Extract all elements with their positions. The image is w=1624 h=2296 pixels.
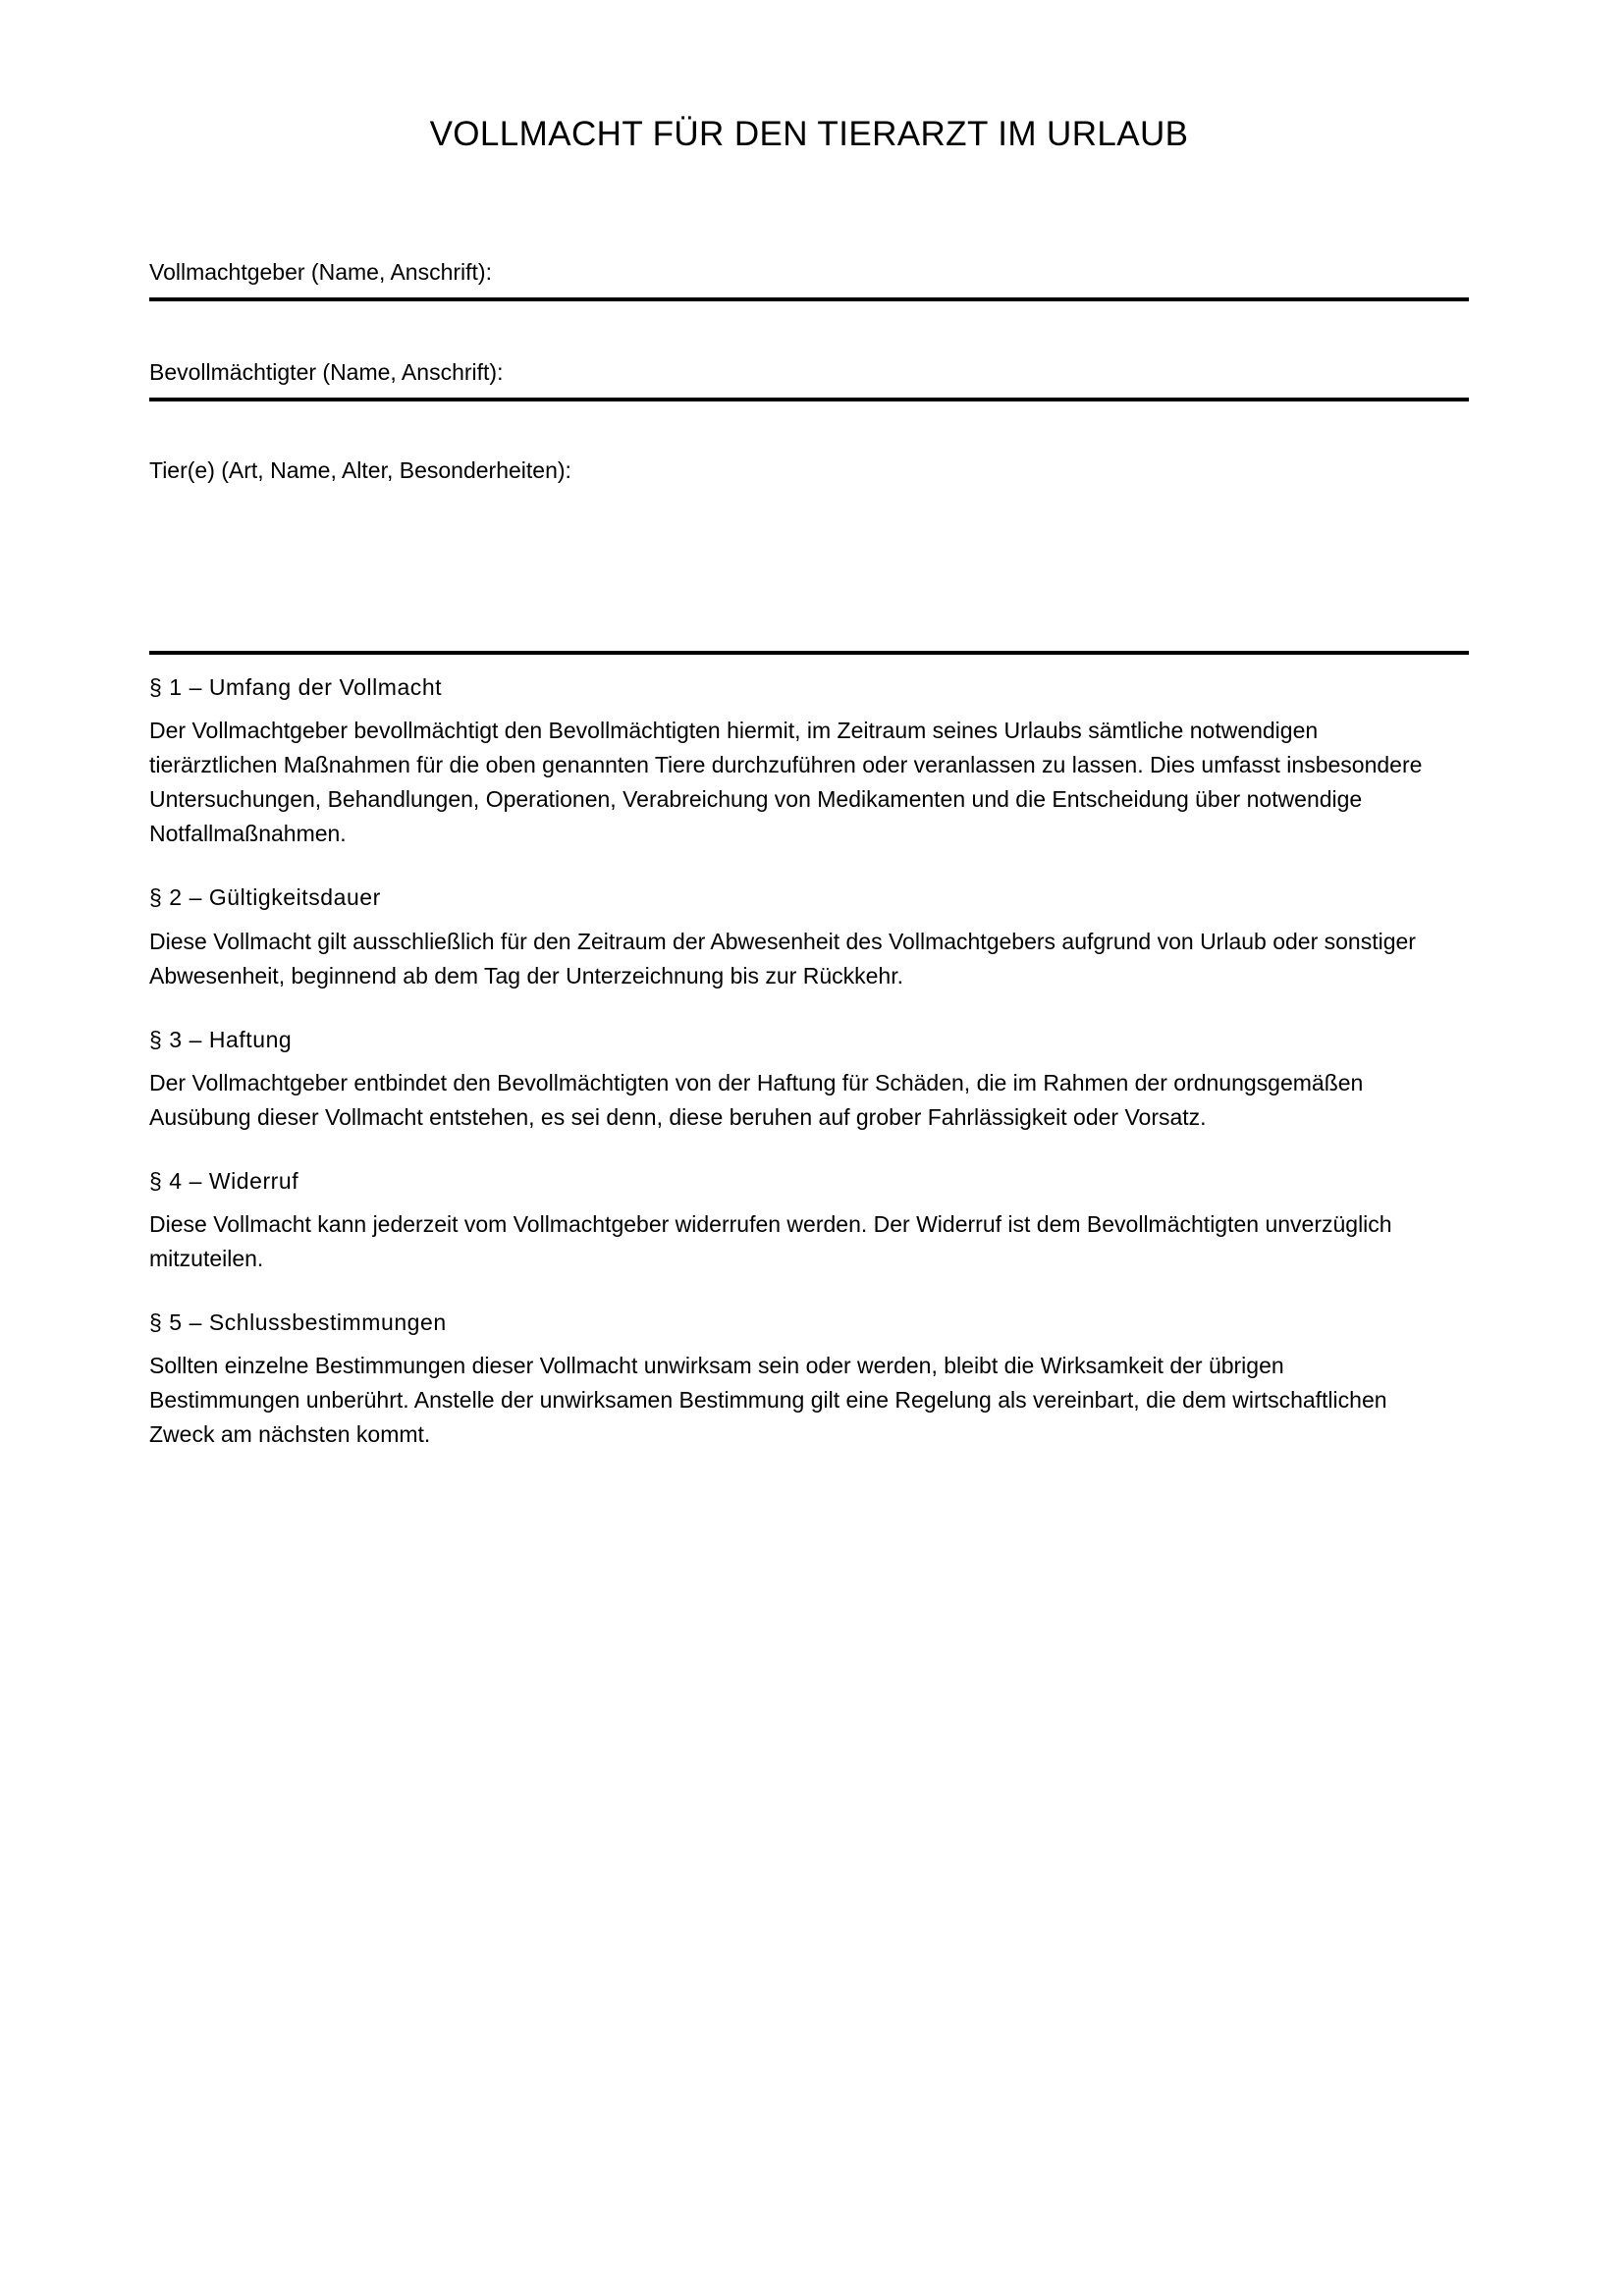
section-body-2: Diese Vollmacht gilt ausschließlich für den Zeitraum der Abwesenheit des Vollmachtgebers aufgrund von Urlaub oder sonstiger Abwesenheit, beginnend ab dem Tag der Unterzeichnung bis zur Rückkehr. <box>149 928 1416 988</box>
field-writing-area-tiere[interactable] <box>149 496 1469 629</box>
section-3 <box>149 1024 1469 1135</box>
section-heading-3: § 3 – Haftung <box>149 1026 293 1052</box>
section-2 <box>149 881 1469 992</box>
field-vollmachtgeber[interactable] <box>149 257 1469 301</box>
section-body-3: Der Vollmachtgeber entbindet den Bevollmächtigten von der Haftung für Schäden, die im Rahmen der ordnungsgemäßen Ausübung dieser Vollmacht entstehen, es sei denn, diese beruhen auf grober Fahrlässigkeit oder Vorsatz. <box>149 1069 1364 1130</box>
form-fields-block <box>149 257 1469 655</box>
section-body-5: Sollten einzelne Bestimmungen dieser Vollmacht unwirksam sein oder werden, bleibt die Wirksamkeit der übrigen Bestimmungen unberührt. Anstelle der unwirksamen Bestimmung gilt eine Regelung als vereinbart, die dem wirtschaftlichen Zweck am nächsten kommt. <box>149 1353 1387 1448</box>
section-5 <box>149 1307 1469 1452</box>
field-rule-vollmachtgeber <box>149 297 1469 301</box>
section-1 <box>149 671 1469 851</box>
document-content <box>149 0 1469 1452</box>
field-rule-bevollmaechtigter <box>149 398 1469 401</box>
section-4 <box>149 1165 1469 1276</box>
field-label-bevollmaechtigter: Bevollmächtigter (Name, Anschrift): <box>149 359 504 386</box>
section-heading-5: § 5 – Schlussbestimmungen <box>149 1309 447 1336</box>
field-label-tiere: Tier(e) (Art, Name, Alter, Besonderheiten): <box>149 457 571 484</box>
field-label-vollmachtgeber: Vollmachtgeber (Name, Anschrift): <box>149 259 492 285</box>
section-heading-1: § 1 – Umfang der Vollmacht <box>149 674 443 701</box>
section-body-4: Diese Vollmacht kann jederzeit vom Vollmachtgeber widerrufen werden. Der Widerruf ist dem Bevollmächtigten unverzüglich mitzuteilen. <box>149 1211 1392 1272</box>
page-title: VOLLMACHT FÜR DEN TIERARZT IM URLAUB <box>429 115 1189 153</box>
sections-divider <box>149 651 1469 655</box>
section-heading-4: § 4 – Widerruf <box>149 1167 299 1194</box>
field-bevollmaechtigter[interactable] <box>149 357 1469 401</box>
section-heading-2: § 2 – Gültigkeitsdauer <box>149 884 381 911</box>
section-body-1: Der Vollmachtgeber bevollmächtigt den Bevollmächtigten hiermit, im Zeitraum seines Urlaubs sämtliche notwendigen tierärztlichen Maßnahmen für die oben genannten Tiere durchzuführen oder veranlassen zu lassen. Dies umfasst insbesondere Untersuchungen, Behandlungen, Operationen, Verabreichung von Medikamenten und die Entscheidung über notwendige Notfallmaßnahmen. <box>149 718 1423 847</box>
field-tiere[interactable] <box>149 455 1469 629</box>
sections-list <box>149 671 1469 1452</box>
